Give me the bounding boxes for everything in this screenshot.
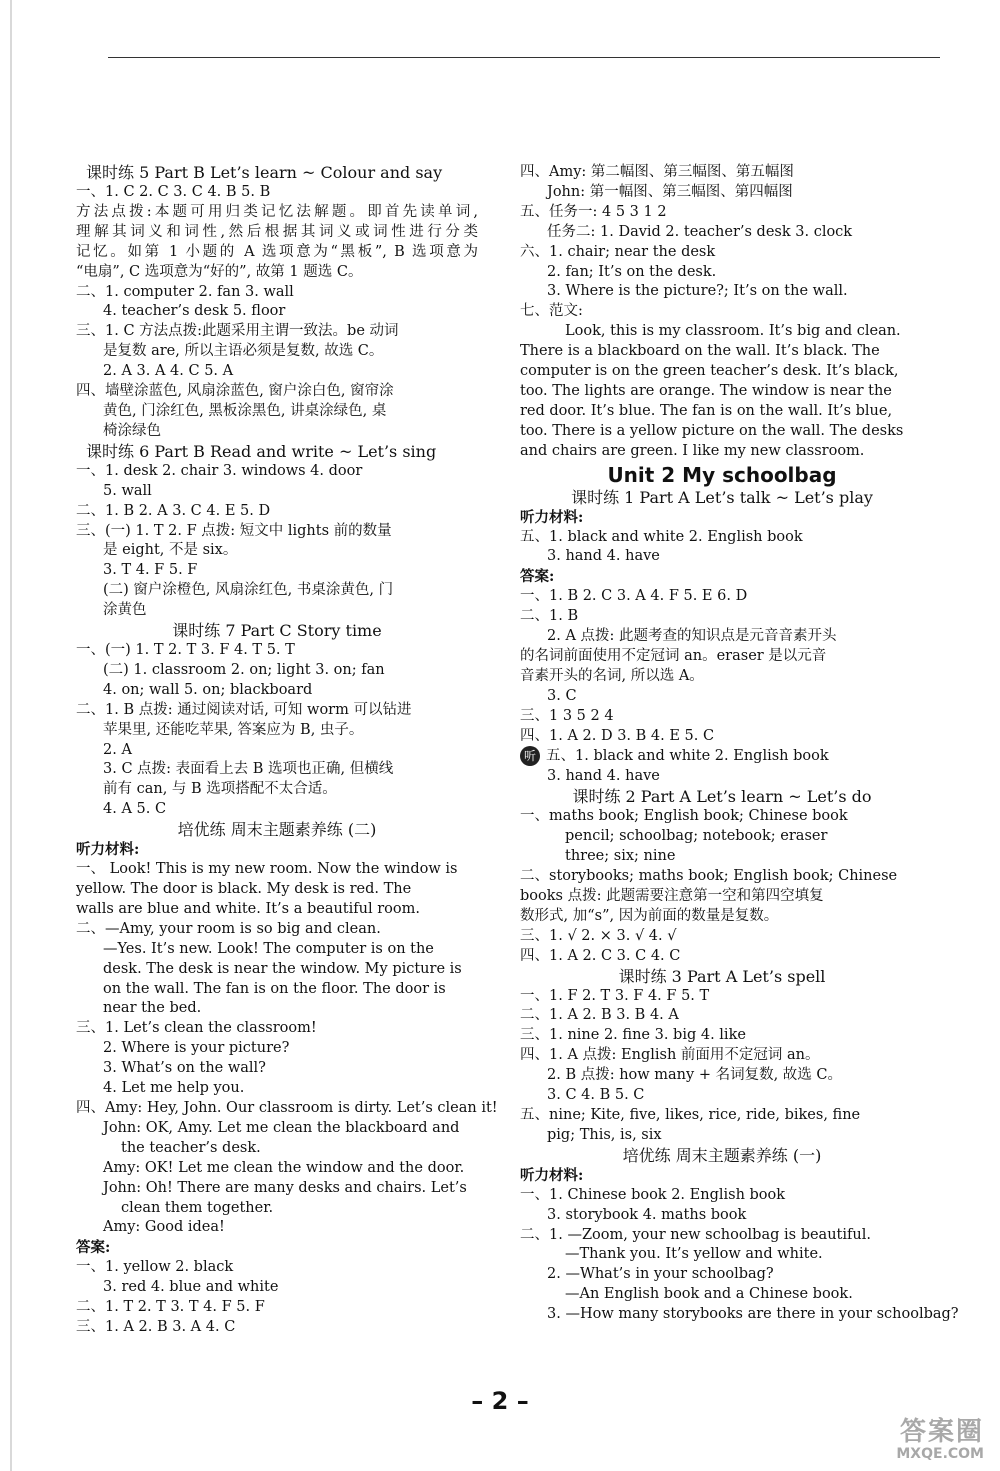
answer-line: (二) 1. classroom 2. on; light 3. on; fan bbox=[103, 661, 385, 678]
answer-line: Amy: OK! Let me clean the window and the door. bbox=[103, 1159, 465, 1176]
answer-line: 的名词前面使用不定冠词 an。eraser 是以元音 bbox=[520, 647, 827, 664]
answer-line: 三、1 3 5 2 4 bbox=[520, 707, 614, 724]
answer-line: pencil; schoolbag; notebook; eraser bbox=[565, 828, 828, 845]
answer-line: 二、1. A 2. B 3. B 4. A bbox=[520, 1007, 679, 1024]
answer-line: 3. C 4. B 5. C bbox=[547, 1087, 645, 1104]
answer-line: 四、1. A 点拨: English 前面用不定冠词 an。 bbox=[520, 1047, 820, 1064]
left-column bbox=[76, 163, 498, 1338]
answer-line: 2. —What’s in your schoolbag? bbox=[547, 1266, 774, 1283]
answer-line: There is a blackboard on the wall. It’s black. The bbox=[520, 343, 880, 360]
answer-line: 答案: bbox=[520, 568, 555, 586]
answer-line: Amy: Good idea! bbox=[103, 1219, 225, 1236]
section-heading: 培优练 周末主题素养练 (一) bbox=[622, 1145, 822, 1165]
answer-line: —Thank you. It’s yellow and white. bbox=[565, 1246, 823, 1263]
answer-line: 二、—Amy, your room is so big and clean. bbox=[76, 920, 381, 937]
answer-line: 3. T 4. F 5. F bbox=[103, 562, 198, 579]
answer-line: 一、1. yellow 2. black bbox=[76, 1259, 234, 1276]
answer-line: 一、1. F 2. T 3. F 4. F 5. T bbox=[520, 987, 710, 1004]
answer-line: 2. A bbox=[103, 741, 132, 758]
answer-line: (二) 窗户涂橙色, 风扇涂红色, 书桌涂黄色, 门 bbox=[103, 582, 394, 599]
answer-line: desk. The desk is near the window. My picture is bbox=[103, 960, 462, 977]
answer-line: 三、1. nine 2. fine 3. big 4. like bbox=[520, 1027, 746, 1044]
answer-line: 涂黄色 bbox=[103, 602, 147, 619]
answer-line: 5. wall bbox=[103, 482, 152, 499]
answer-line: yellow. The door is black. My desk is red. The bbox=[76, 881, 412, 897]
answer-line: 三、(一) 1. T 2. F 点拨: 短文中 lights 前的数量 bbox=[76, 522, 392, 539]
section-heading: 课时练 6 Part B Read and write ~ Let’s sing bbox=[86, 441, 437, 461]
answer-line: 4. Let me help you. bbox=[103, 1080, 245, 1097]
answer-line: 二、1. B 点拨: 通过阅读对话, 可知 worm 可以钻进 bbox=[76, 701, 412, 718]
answer-line: near the bed. bbox=[103, 1000, 202, 1017]
answer-line: 四、1. A 2. D 3. B 4. E 5. C bbox=[520, 727, 715, 744]
answer-line: computer is on the green teacher’s desk. It’s black, bbox=[520, 363, 899, 380]
answer-line: 三、1. C 方法点拨:此题采用主谓一致法。be 动词 bbox=[76, 323, 399, 340]
answer-line: 黄色, 门涂红色, 黑板涂黑色, 讲桌涂绿色, 桌 bbox=[103, 402, 387, 419]
watermark-logo bbox=[834, 1418, 984, 1464]
answer-line: 一、1. desk 2. chair 3. windows 4. door bbox=[76, 462, 363, 479]
answer-line: too. There is a yellow picture on the wall. The desks bbox=[520, 422, 904, 439]
answer-line: 理解其词义和词性,然后根据其词义或词性进行分类 bbox=[76, 223, 478, 240]
answer-line: 三、1. √ 2. × 3. √ 4. √ bbox=[520, 927, 677, 944]
answer-line: 数形式, 加“s”, 因为前面的数量是复数。 bbox=[520, 907, 779, 924]
answer-line: 椅涂绿色 bbox=[103, 422, 161, 439]
answer-line: 2. B 点拨: how many + 名词复数, 故选 C。 bbox=[547, 1067, 843, 1084]
answer-line: John: 第一幅图、第三幅图、第四幅图 bbox=[547, 183, 793, 200]
answer-line: 3. hand 4. have bbox=[547, 548, 660, 565]
answer-line: —An English book and a Chinese book. bbox=[565, 1286, 853, 1303]
answer-line: walls are blue and white. It’s a beautiful room. bbox=[76, 900, 420, 917]
section-heading: 课时练 5 Part B Let’s learn ~ Colour and say bbox=[86, 163, 443, 182]
answer-line: clean them together. bbox=[121, 1199, 274, 1216]
answer-line: 3. C bbox=[547, 687, 577, 704]
answer-line: 四、1. A 2. C 3. C 4. C bbox=[520, 947, 681, 964]
answer-line: 2. A 3. A 4. C 5. A bbox=[103, 363, 234, 380]
watermark-site: MXQE.COM bbox=[896, 1446, 984, 1462]
answer-line: 2. Where is your picture? bbox=[103, 1040, 290, 1057]
answer-line: 3. C 点拨: 表面看上去 B 选项也正确, 但横线 bbox=[103, 761, 394, 778]
answer-line: 方法点拨:本题可用归类记忆法解题。即首先读单词, bbox=[76, 203, 478, 220]
answer-line: 3. What’s on the wall? bbox=[103, 1060, 266, 1077]
answer-line: —Yes. It’s new. Look! The computer is on the bbox=[103, 940, 434, 957]
answer-line: 是复数 are, 所以主语必须是复数, 故选 C。 bbox=[103, 343, 384, 360]
answer-line: three; six; nine bbox=[565, 848, 676, 865]
answer-line: 二、1. B bbox=[520, 608, 579, 625]
answer-line: pig; This, is, six bbox=[547, 1126, 662, 1143]
answer-line: 4. on; wall 5. on; blackboard bbox=[103, 681, 313, 698]
answer-line: 前有 can, 与 B 选项搭配不太合适。 bbox=[103, 781, 337, 798]
answer-line: 是 eight, 不是 six。 bbox=[103, 542, 238, 559]
answer-line: 3. storybook 4. maths book bbox=[547, 1206, 747, 1223]
answer-line: 一、1. B 2. C 3. A 4. F 5. E 6. D bbox=[520, 588, 748, 605]
answer-line: 苹果里, 还能吃苹果, 答案应为 B, 虫子。 bbox=[103, 721, 364, 738]
answer-line: 四、Amy: Hey, John. Our classroom is dirty. Let’s clean it! bbox=[76, 1099, 498, 1116]
answer-line: on the wall. The fan is on the floor. The door is bbox=[103, 980, 446, 997]
answer-line: John: OK, Amy. Let me clean the blackboard and bbox=[103, 1119, 460, 1136]
answer-line: 一、1. Chinese book 2. English book bbox=[520, 1186, 786, 1203]
answer-line: 三、1. Let’s clean the classroom! bbox=[76, 1020, 317, 1037]
answer-line: 一、1. C 2. C 3. C 4. B 5. B bbox=[76, 184, 271, 200]
answer-line: the teacher’s desk. bbox=[121, 1139, 261, 1156]
answer-line: 五、nine; Kite, five, likes, rice, ride, bikes, fine bbox=[520, 1106, 861, 1123]
answer-line: 任务二: 1. David 2. teacher’s desk 3. clock bbox=[547, 223, 853, 240]
answer-line: 记忆。如第 1 小题的 A 选项意为“黑板”, B 选项意为 bbox=[76, 243, 478, 260]
answer-line: 听力材料: bbox=[520, 508, 584, 526]
page-number: – 2 – bbox=[471, 1387, 529, 1415]
answer-line: too. The lights are orange. The window is near the bbox=[520, 382, 892, 399]
answer-line: 答案: bbox=[76, 1239, 111, 1257]
section-heading: 课时练 1 Part A Let’s talk ~ Let’s play bbox=[571, 487, 873, 507]
answer-line: 2. fan; It’s on the desk. bbox=[547, 263, 717, 280]
answer-line: 音素开头的名词, 所以选 A。 bbox=[520, 667, 704, 684]
section-heading: 课时练 3 Part A Let’s spell bbox=[618, 966, 826, 986]
section-heading: 课时练 2 Part A Let’s learn ~ Let’s do bbox=[572, 787, 872, 807]
answer-line: 二、1. computer 2. fan 3. wall bbox=[76, 283, 294, 300]
answer-line: 一、 Look! This is my new room. Now the window is bbox=[76, 861, 458, 878]
answer-line: 六、1. chair; near the desk bbox=[520, 243, 716, 260]
answer-line: 3. hand 4. have bbox=[547, 768, 660, 785]
answer-line: 2. A 点拨: 此题考查的知识点是元音音素开头 bbox=[547, 628, 837, 645]
answer-line: Look, this is my classroom. It’s big and clean. bbox=[565, 323, 901, 340]
answer-line: red door. It’s blue. The fan is on the wall. It’s blue, bbox=[520, 402, 893, 419]
answer-line: 七、范文: bbox=[520, 303, 583, 320]
right-column bbox=[520, 163, 959, 1325]
answer-line: “电扇”, C 选项意为“好的”, 故第 1 题选 C。 bbox=[76, 263, 363, 280]
answer-line: 四、Amy: 第二幅图、第三幅图、第五幅图 bbox=[520, 164, 794, 180]
answer-line: 4. A 5. C bbox=[103, 801, 167, 818]
answer-line: 一、(一) 1. T 2. T 3. F 4. T 5. T bbox=[76, 642, 295, 659]
answer-line: 听力材料: bbox=[520, 1166, 584, 1184]
section-heading: 课时练 7 Part C Story time bbox=[172, 621, 382, 641]
answer-line: John: Oh! There are many desks and chairs. Let’s bbox=[103, 1179, 467, 1196]
answer-line: 3. —How many storybooks are there in your schoolbag? bbox=[547, 1306, 959, 1323]
page-edge-shadow bbox=[10, 0, 12, 1471]
answer-line bbox=[520, 746, 924, 767]
answer-line: and chairs are green. I like my new classroom. bbox=[520, 442, 865, 459]
answer-line: 三、1. A 2. B 3. A 4. C bbox=[76, 1318, 236, 1335]
answer-line: 五、1. black and white 2. English book bbox=[520, 528, 803, 545]
answer-line: 二、1. B 2. A 3. C 4. E 5. D bbox=[76, 502, 271, 519]
answer-line: books 点拨: 此题需要注意第一空和第四空填复 bbox=[520, 887, 824, 904]
answer-line: 3. red 4. blue and white bbox=[103, 1279, 279, 1296]
answer-line: 3. Where is the picture?; It’s on the wall. bbox=[547, 283, 848, 300]
answer-line: 听力材料: bbox=[76, 841, 140, 859]
answer-line: 二、storybooks; maths book; English book; Chinese bbox=[520, 868, 898, 884]
top-rule bbox=[108, 57, 940, 58]
answer-line: 二、1. —Zoom, your new schoolbag is beautiful. bbox=[520, 1226, 871, 1243]
section-heading: 培优练 周末主题素养练 (二) bbox=[177, 820, 377, 840]
answer-line: 四、墙壁涂蓝色, 风扇涂蓝色, 窗户涂白色, 窗帘涂 bbox=[76, 383, 394, 400]
answer-line: 4. teacher’s desk 5. floor bbox=[103, 303, 286, 320]
answer-line: 一、maths book; English book; Chinese book bbox=[520, 808, 848, 825]
answer-line-text: 五、1. black and white 2. English book bbox=[546, 748, 829, 765]
listen-icon: 听 bbox=[520, 746, 540, 766]
unit-title: Unit 2 My schoolbag bbox=[607, 462, 837, 487]
answer-line: 二、1. T 2. T 3. T 4. F 5. F bbox=[76, 1299, 265, 1316]
watermark-title: 答案圈 bbox=[899, 1417, 984, 1447]
answer-line: 五、任务一: 4 5 3 1 2 bbox=[520, 203, 667, 220]
